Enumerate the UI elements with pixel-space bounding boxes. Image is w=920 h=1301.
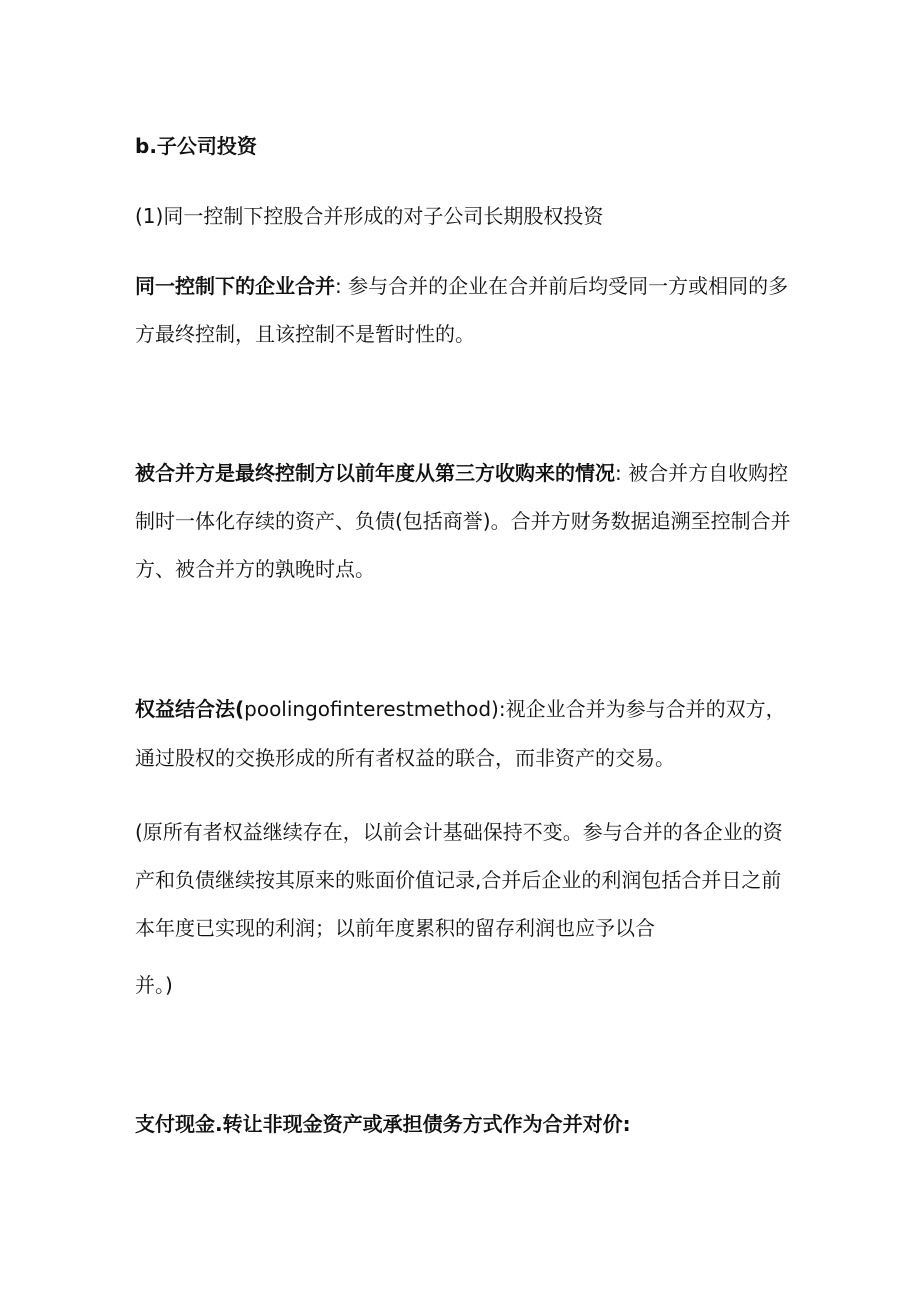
acquired-case-text: : 被合并方自收购控 <box>615 461 789 485</box>
subsection-heading: (1)同一控制下控股合并形成的对子公司长期股权投资 <box>135 204 604 228</box>
note-line-3: 本年度已实现的利润；以前年度累积的留存利润也应予以合 <box>135 916 655 940</box>
acquired-case-term: 被合并方是最终控制方以前年度从第三方收购来的情况 <box>135 461 615 485</box>
definition-line-2: 方最终控制，且该控制不是暂时性的。 <box>135 322 475 346</box>
note-line-1: (原所有者权益继续存在，以前会计基础保持不变。参与合并的各企业的资 <box>135 820 783 844</box>
note-line-2: 产和负债继续按其原来的账面价值记录,合并后企业的利润包括合并日之前 <box>135 868 782 892</box>
definition-text: : 参与合并的企业在合并前后均受同一方或相同的多 <box>335 274 789 298</box>
pooling-line-1 <box>135 697 786 721</box>
definition-line-1 <box>135 274 788 298</box>
definition-term: 同一控制下的企业合并 <box>135 274 335 298</box>
note-line-4: 并。) <box>135 973 173 997</box>
pooling-term: 权益结合法( <box>135 697 245 721</box>
pooling-line-2: 通过股权的交换形成的所有者权益的联合，而非资产的交易。 <box>135 746 675 770</box>
section-heading: b.子公司投资 <box>135 134 257 158</box>
pooling-text: poolingofinterestmethod):视企业合并为参与合并的双方， <box>244 697 786 721</box>
acquired-case-line-1 <box>135 461 788 485</box>
acquired-case-line-3: 方、被合并方的孰晚时点。 <box>135 557 375 581</box>
acquired-case-line-2: 制时一体化存续的资产、负债(包括商誉)。合并方财务数据追溯至控制合并 <box>135 509 791 533</box>
consideration-heading: 支付现金.转让非现金资产或承担债务方式作为合并对价: <box>135 1112 631 1136</box>
